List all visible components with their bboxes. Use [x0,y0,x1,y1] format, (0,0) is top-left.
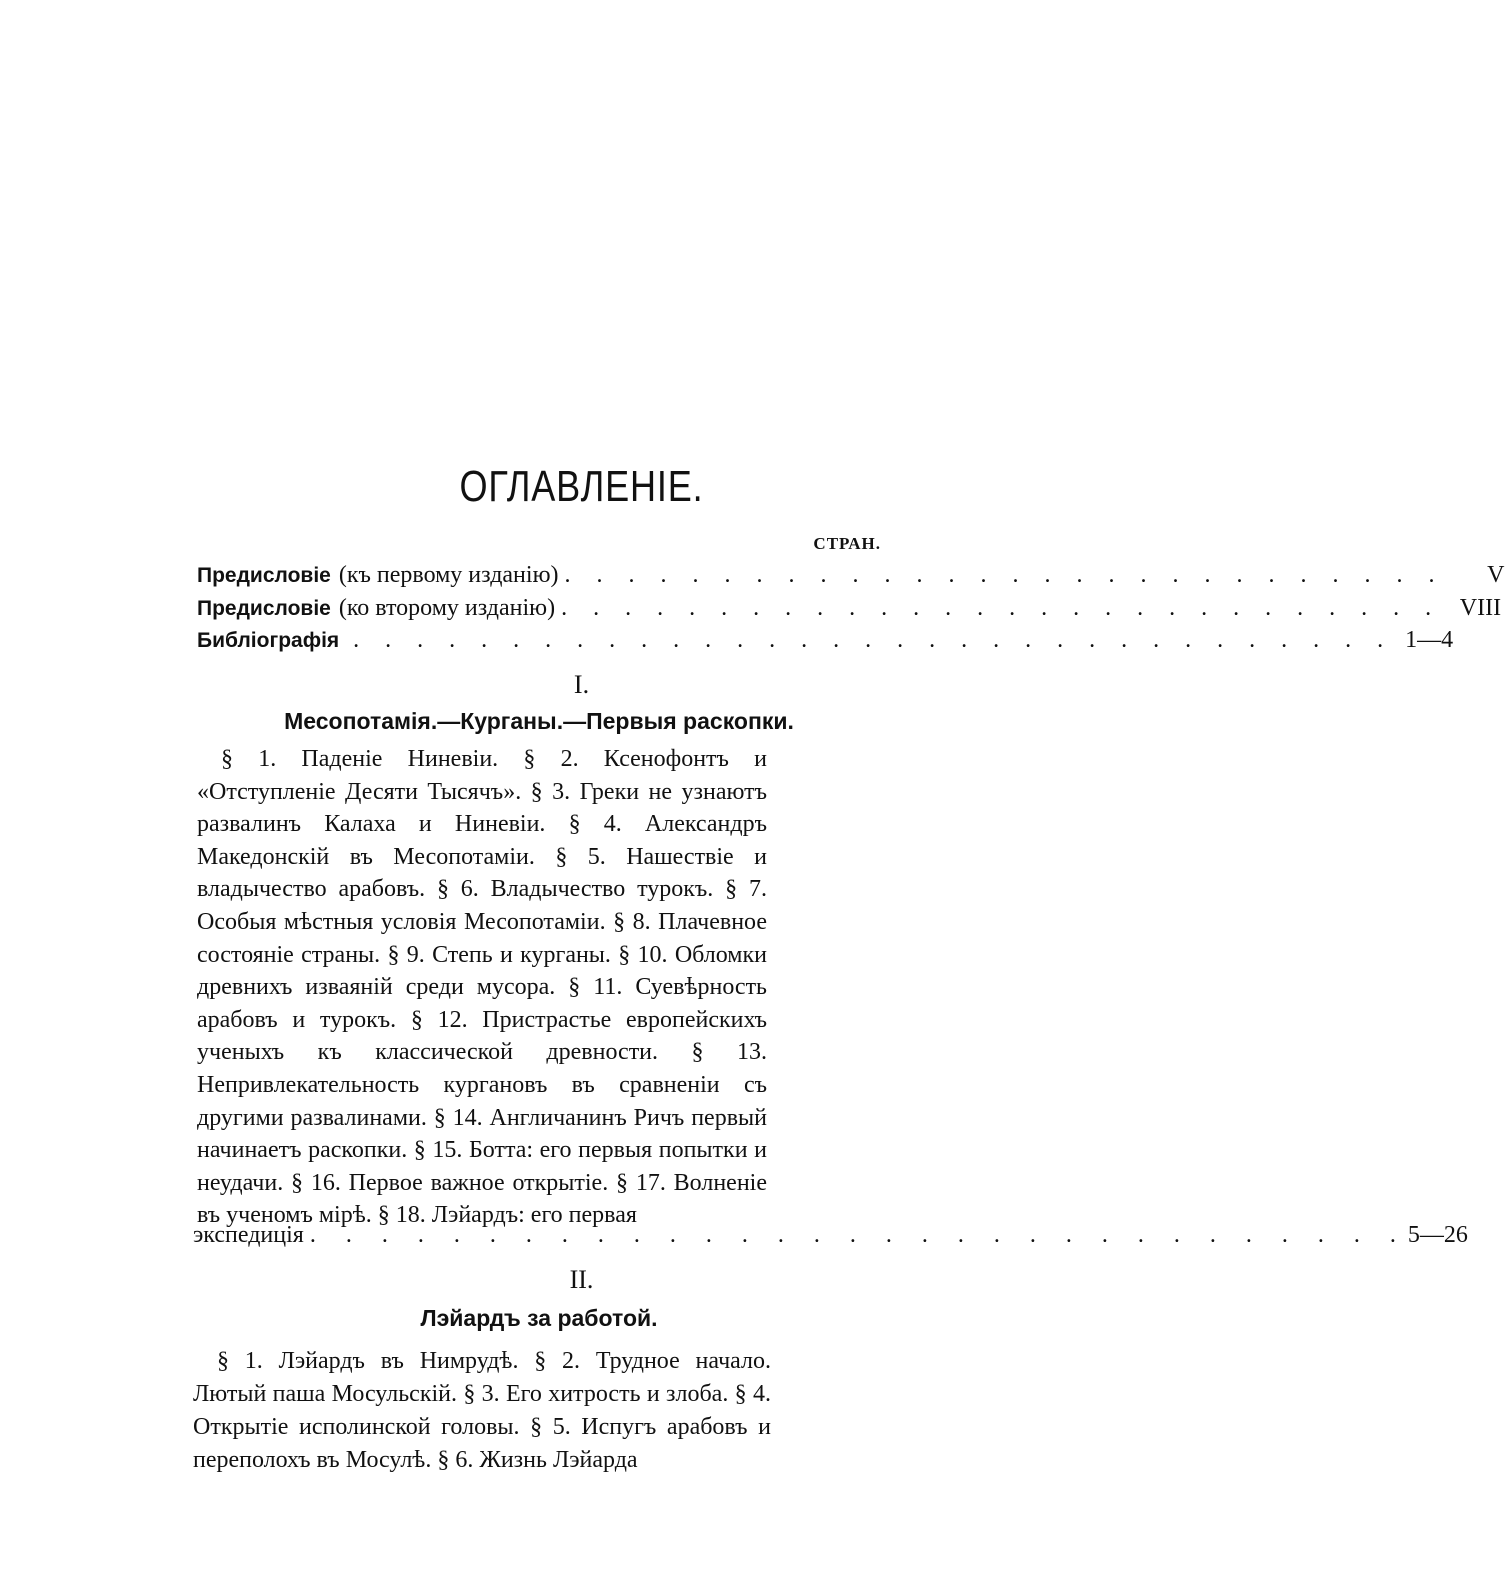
chapter-summary: § 1. Лэйардъ въ Нимрудѣ. § 2. Трудное начало. Лютый паша Мосульскій. § 3. Его хитрость и злоба. § 4. Открытіе исполинской головы. § 5. Испугъ арабовъ и переполохъ въ Мосулѣ. § 6. Жизнь Лэйарда [193,1348,771,1473]
toc-entry-preface-first [197,562,1505,592]
leader-dots: . . . . . . . . . . . . . . . . . . . . . . . . . . . . [564,562,1445,588]
page-column-header: СТРАН. [813,534,881,553]
toc-entry-label: Предисловіе [197,597,331,620]
toc-entry-preface-second [197,595,1502,625]
chapter-last-word: экспедиція [193,1222,304,1248]
page-title: ОГЛАВЛЕНІЕ. [459,462,704,511]
chapter-end-line [193,1222,1468,1254]
chapter-number: II. [569,1265,594,1294]
toc-entry-subtitle: (къ первому изданію) [338,562,559,588]
toc-entry-page: 1—4 [1405,627,1454,653]
toc-entry-bibliography [197,627,1454,657]
chapter-title: Лэйардъ за работой. [420,1305,658,1331]
toc-entry-subtitle: (ко второму изданію) [338,595,556,621]
chapter-title: Месопотамія.—Курганы.—Первыя раскопки. [284,708,794,734]
leader-dots: . . . . . . . . . . . . . . . . . . . . . . . . . . . . . . . [309,1222,1408,1248]
leader-dots: . . . . . . . . . . . . . . . . . . . . . . . . . . . . . . . . . [353,627,1394,653]
chapter-page-range: 5—26 [1407,1222,1468,1248]
chapter-number: I. [573,670,590,699]
toc-entry-page: V [1487,562,1505,588]
chapter-summary: § 1. Паденіе Ниневіи. § 2. Ксенофонтъ и «Отступленіе Десяти Тысячъ». § 3. Греки не узнаютъ развалинъ Калаха и Ниневіи. § 4. Александръ Македонскій въ Месопотаміи. § 5. Нашествіе и владычество арабовъ. § 6. Владычество турокъ. § 7. Особыя мѣстныя условія Месопотаміи. § 8. Плачевное состояніе страны. § 9. Степь и курганы. § 10. Обломки древнихъ изваяній среди мусора. § 11. Суевѣрность арабовъ и турокъ. § 12. Пристрастье европейскихъ ученыхъ къ классической древности. § 13. Непривлекательность кургановъ въ сравненіи съ другими развалинами. § 14. Англичанинъ Ричъ первый начинаетъ раскопки. § 15. Ботта: его первыя попытки и неудачи. § 16. Первое важное открытіе. § 17. Волненіе въ ученомъ мірѣ. § 18. Лэйардъ: его первая [197,746,767,1229]
toc-entry-label: Библіографія [197,629,340,652]
leader-dots: . . . . . . . . . . . . . . . . . . . . . . . . . . . . [561,595,1442,621]
toc-entry-label: Предисловіе [197,564,331,587]
toc-entry-page: VIII [1459,595,1502,621]
